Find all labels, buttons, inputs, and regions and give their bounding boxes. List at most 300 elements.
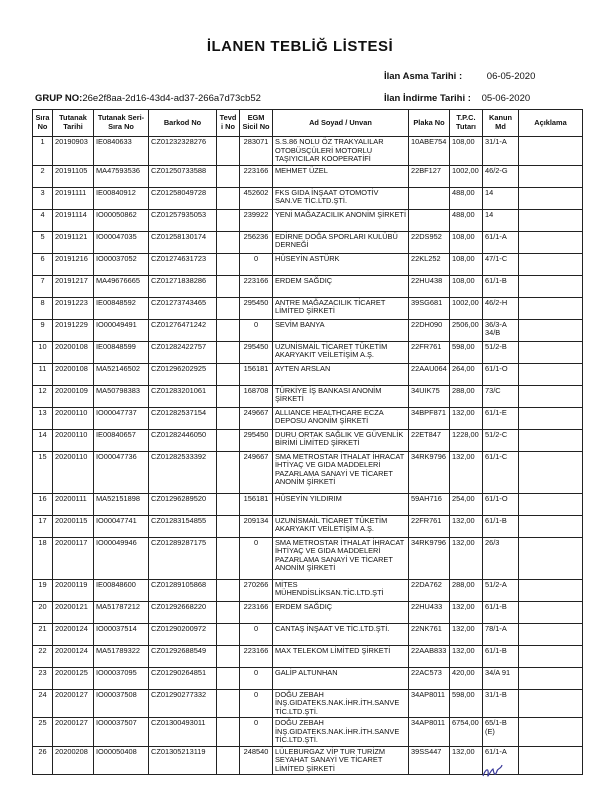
cell-sira-no: 4	[33, 209, 53, 231]
cell-tutanak-tarihi: 20200111	[53, 493, 94, 515]
cell-ad-soyad: FKS GIDA İNŞAAT OTOMOTİV SAN.VE TİC.LTD.ŞTİ.	[273, 187, 409, 209]
header-plaka-no: Plaka No	[409, 110, 450, 137]
cell-plaka-no: 34RK9796	[409, 537, 450, 579]
cell-aciklama	[519, 407, 583, 429]
cell-tutanak-tarihi: 20200109	[53, 385, 94, 407]
cell-aciklama	[519, 537, 583, 579]
cell-aciklama	[519, 165, 583, 187]
cell-ad-soyad: ANTRE MAĞAZACILIK TİCARET LİMİTED ŞİRKETİ	[273, 297, 409, 319]
cell-tpc-tutari: 1002,00	[450, 165, 483, 187]
cell-kanun-md: 14	[483, 209, 519, 231]
cell-kanun-md: 61/1-B	[483, 515, 519, 537]
cell-tevdi-no	[217, 319, 240, 341]
cell-tutanak-seri: IE00848600	[94, 579, 149, 601]
cell-ad-soyad: DOĞU ZEBAH İNŞ.GIDATEKS.NAK.İHR.İTH.SANVE TİC.LTD.ŞTİ.	[273, 718, 409, 747]
cell-barkod-no: CZ01257935053	[149, 209, 217, 231]
cell-tutanak-seri: IO00037508	[94, 689, 149, 718]
posting-date-value: 06-05-2020	[486, 71, 536, 82]
cell-plaka-no: 34AP8011	[409, 689, 450, 718]
cell-tpc-tutari: 132,00	[450, 645, 483, 667]
cell-ad-soyad: SMA METROSTAR İTHALAT İHRACAT İHTİYAÇ VE GIDA MADDELERİ PAZARLAMA SANAYİ VE TİCARET ANONİM ŞİRKETİ	[273, 537, 409, 579]
table-row	[33, 319, 583, 341]
cell-sira-no: 14	[33, 429, 53, 451]
cell-tevdi-no	[217, 209, 240, 231]
table-row	[33, 429, 583, 451]
cell-kanun-md: 26/3	[483, 537, 519, 579]
cell-tevdi-no	[217, 623, 240, 645]
cell-kanun-md: 65/1-B (E)	[483, 718, 519, 747]
cell-aciklama	[519, 319, 583, 341]
cell-barkod-no: CZ01296289520	[149, 493, 217, 515]
cell-tutanak-tarihi: 20200110	[53, 407, 94, 429]
cell-egm-sicil-no: 256236	[240, 231, 273, 253]
cell-tevdi-no	[217, 689, 240, 718]
cell-tutanak-tarihi: 20200119	[53, 579, 94, 601]
cell-aciklama	[519, 579, 583, 601]
cell-tutanak-tarihi: 20200127	[53, 718, 94, 747]
table-row	[33, 537, 583, 579]
cell-tutanak-seri: MA52146502	[94, 363, 149, 385]
cell-barkod-no: CZ01283154855	[149, 515, 217, 537]
cell-sira-no: 26	[33, 746, 53, 775]
cell-tutanak-tarihi: 20200121	[53, 601, 94, 623]
cell-tutanak-tarihi: 20200117	[53, 537, 94, 579]
table-row	[33, 137, 583, 166]
cell-tutanak-seri: MA47593536	[94, 165, 149, 187]
cell-tutanak-seri: IO00037514	[94, 623, 149, 645]
cell-tevdi-no	[217, 165, 240, 187]
cell-egm-sicil-no: 0	[240, 319, 273, 341]
header-ad-soyad: Ad Soyad / Unvan	[273, 110, 409, 137]
cell-tpc-tutari: 254,00	[450, 493, 483, 515]
cell-aciklama	[519, 515, 583, 537]
cell-plaka-no: 22FR761	[409, 515, 450, 537]
cell-tevdi-no	[217, 515, 240, 537]
group-number-value: 26e2f8aa-2d16-43d4-ad37-266a7d73cb52	[82, 93, 261, 104]
cell-tutanak-seri: IO00047737	[94, 407, 149, 429]
cell-barkod-no: CZ01292668220	[149, 601, 217, 623]
cell-egm-sicil-no: 156181	[240, 493, 273, 515]
cell-tevdi-no	[217, 187, 240, 209]
cell-plaka-no	[409, 187, 450, 209]
cell-tpc-tutari: 108,00	[450, 253, 483, 275]
cell-sira-no: 12	[33, 385, 53, 407]
cell-tpc-tutari: 108,00	[450, 231, 483, 253]
cell-barkod-no: CZ01250733588	[149, 165, 217, 187]
cell-tutanak-tarihi: 20200127	[53, 689, 94, 718]
cell-ad-soyad: ALLIANCE HEALTHCARE ECZA DEPOSU ANONİM ŞİRKETİ	[273, 407, 409, 429]
header-sira-no: Sıra No	[33, 110, 53, 137]
header-egm-sicil-no: EGM Sicil No	[240, 110, 273, 137]
cell-egm-sicil-no: 283071	[240, 137, 273, 166]
cell-plaka-no	[409, 209, 450, 231]
cell-egm-sicil-no: 223166	[240, 645, 273, 667]
cell-kanun-md: 46/2-H	[483, 297, 519, 319]
cell-tevdi-no	[217, 746, 240, 775]
header-barkod-no: Barkod No	[149, 110, 217, 137]
cell-egm-sicil-no: 0	[240, 689, 273, 718]
cell-barkod-no: CZ01292688549	[149, 645, 217, 667]
cell-tutanak-tarihi: 20200208	[53, 746, 94, 775]
table-row	[33, 407, 583, 429]
cell-tevdi-no	[217, 493, 240, 515]
cell-kanun-md: 51/2-C	[483, 429, 519, 451]
cell-plaka-no: 39SS447	[409, 746, 450, 775]
cell-kanun-md: 46/2-G	[483, 165, 519, 187]
cell-aciklama	[519, 363, 583, 385]
header-tevdi-no: Tevdi No	[217, 110, 240, 137]
header-tpc-tutari: T.P.C. Tutarı	[450, 110, 483, 137]
cell-kanun-md: 31/1-B	[483, 689, 519, 718]
cell-egm-sicil-no: 239922	[240, 209, 273, 231]
cell-tutanak-tarihi: 20191111	[53, 187, 94, 209]
cell-tutanak-seri: IO00037507	[94, 718, 149, 747]
cell-tpc-tutari: 132,00	[450, 537, 483, 579]
group-number	[35, 93, 261, 104]
table-row	[33, 275, 583, 297]
cell-barkod-no: CZ01273743465	[149, 297, 217, 319]
cell-ad-soyad: ERDEM SAĞDIÇ	[273, 275, 409, 297]
cell-ad-soyad: SEVİM BANYA	[273, 319, 409, 341]
cell-tutanak-tarihi: 20191217	[53, 275, 94, 297]
notice-table	[32, 109, 583, 775]
posting-date-label: İlan Asma Tarihi :	[384, 71, 463, 82]
table-row	[33, 623, 583, 645]
cell-sira-no: 24	[33, 689, 53, 718]
cell-egm-sicil-no: 249667	[240, 451, 273, 493]
cell-egm-sicil-no: 0	[240, 253, 273, 275]
cell-barkod-no: CZ01258049728	[149, 187, 217, 209]
cell-tevdi-no	[217, 137, 240, 166]
header-tutanak-seri: Tutanak Seri-Sıra No	[94, 110, 149, 137]
cell-plaka-no: 39SG681	[409, 297, 450, 319]
cell-barkod-no: CZ01296202925	[149, 363, 217, 385]
cell-barkod-no: CZ01271838286	[149, 275, 217, 297]
cell-tutanak-seri: IO00047736	[94, 451, 149, 493]
cell-tutanak-seri: IE00840912	[94, 187, 149, 209]
cell-egm-sicil-no: 295450	[240, 297, 273, 319]
removal-date-value: 05-06-2020	[481, 93, 531, 104]
cell-plaka-no: 22AAU064	[409, 363, 450, 385]
cell-egm-sicil-no: 452602	[240, 187, 273, 209]
cell-tutanak-seri: IE00848599	[94, 341, 149, 363]
cell-tevdi-no	[217, 407, 240, 429]
cell-barkod-no: CZ01283201061	[149, 385, 217, 407]
cell-plaka-no: 34AP8011	[409, 718, 450, 747]
cell-plaka-no: 22BF127	[409, 165, 450, 187]
cell-tutanak-tarihi: 20191114	[53, 209, 94, 231]
cell-sira-no: 8	[33, 297, 53, 319]
table-row	[33, 667, 583, 689]
cell-kanun-md: 47/1-C	[483, 253, 519, 275]
cell-barkod-no: CZ01290264851	[149, 667, 217, 689]
cell-barkod-no: CZ01232328276	[149, 137, 217, 166]
cell-aciklama	[519, 689, 583, 718]
cell-tutanak-seri: IE00848592	[94, 297, 149, 319]
cell-aciklama	[519, 137, 583, 166]
cell-tevdi-no	[217, 429, 240, 451]
cell-aciklama	[519, 429, 583, 451]
cell-kanun-md: 61/1-E	[483, 407, 519, 429]
table-row	[33, 187, 583, 209]
cell-tpc-tutari: 6754,00	[450, 718, 483, 747]
cell-barkod-no: CZ01282537154	[149, 407, 217, 429]
cell-tpc-tutari: 420,00	[450, 667, 483, 689]
cell-kanun-md: 31/1-A	[483, 137, 519, 166]
cell-kanun-md: 36/3-A 34/B	[483, 319, 519, 341]
cell-sira-no: 20	[33, 601, 53, 623]
table-row	[33, 579, 583, 601]
cell-sira-no: 6	[33, 253, 53, 275]
cell-aciklama	[519, 451, 583, 493]
cell-egm-sicil-no: 0	[240, 667, 273, 689]
cell-tutanak-seri: IO00050408	[94, 746, 149, 775]
cell-tpc-tutari: 108,00	[450, 137, 483, 166]
cell-tutanak-tarihi: 20190903	[53, 137, 94, 166]
cell-aciklama	[519, 493, 583, 515]
cell-ad-soyad: DOĞU ZEBAH İNŞ.GIDATEKS.NAK.İHR.İTH.SANVE TİC.LTD.ŞTİ.	[273, 689, 409, 718]
cell-plaka-no: 34BPF871	[409, 407, 450, 429]
cell-ad-soyad: DURU ORTAK SAĞLIK VE GÜVENLİK BİRİMİ LİMİTED ŞİRKETİ	[273, 429, 409, 451]
cell-ad-soyad: TÜRKİYE İŞ BANKASI ANONİM ŞİRKETİ	[273, 385, 409, 407]
cell-tpc-tutari: 598,00	[450, 689, 483, 718]
cell-sira-no: 13	[33, 407, 53, 429]
cell-tpc-tutari: 108,00	[450, 275, 483, 297]
cell-tevdi-no	[217, 253, 240, 275]
cell-tutanak-seri: IE0840633	[94, 137, 149, 166]
cell-tutanak-seri: MA51787212	[94, 601, 149, 623]
cell-tpc-tutari: 132,00	[450, 407, 483, 429]
cell-tpc-tutari: 488,00	[450, 209, 483, 231]
cell-egm-sicil-no: 223166	[240, 275, 273, 297]
cell-plaka-no: 22HU438	[409, 275, 450, 297]
cell-sira-no: 21	[33, 623, 53, 645]
cell-aciklama	[519, 645, 583, 667]
cell-tutanak-tarihi: 20200110	[53, 451, 94, 493]
cell-tevdi-no	[217, 579, 240, 601]
cell-tpc-tutari: 132,00	[450, 451, 483, 493]
cell-tutanak-seri: IE00840657	[94, 429, 149, 451]
cell-ad-soyad: CANTAŞ İNŞAAT VE TİC.LTD.ŞTİ.	[273, 623, 409, 645]
cell-tutanak-tarihi: 20200115	[53, 515, 94, 537]
cell-aciklama	[519, 231, 583, 253]
removal-date-label: İlan İndirme Tarihi :	[384, 93, 471, 104]
cell-tutanak-seri: IO00050862	[94, 209, 149, 231]
cell-kanun-md: 61/1-B	[483, 645, 519, 667]
cell-tutanak-seri: IO00047741	[94, 515, 149, 537]
cell-kanun-md: 61/1-B	[483, 601, 519, 623]
cell-sira-no: 23	[33, 667, 53, 689]
cell-tevdi-no	[217, 451, 240, 493]
header-tutanak-tarihi: Tutanak Tarihi	[53, 110, 94, 137]
cell-egm-sicil-no: 270266	[240, 579, 273, 601]
cell-barkod-no: CZ01289287175	[149, 537, 217, 579]
cell-sira-no: 22	[33, 645, 53, 667]
table-row	[33, 718, 583, 747]
cell-plaka-no: 34UIK75	[409, 385, 450, 407]
cell-aciklama	[519, 385, 583, 407]
cell-sira-no: 9	[33, 319, 53, 341]
cell-tevdi-no	[217, 385, 240, 407]
cell-egm-sicil-no: 0	[240, 537, 273, 579]
cell-barkod-no: CZ01258130174	[149, 231, 217, 253]
removal-date	[384, 93, 530, 104]
cell-barkod-no: CZ01276471242	[149, 319, 217, 341]
cell-egm-sicil-no: 209134	[240, 515, 273, 537]
cell-tutanak-seri: IO00037052	[94, 253, 149, 275]
cell-plaka-no: 22AAB833	[409, 645, 450, 667]
cell-plaka-no: 59AH716	[409, 493, 450, 515]
cell-tevdi-no	[217, 363, 240, 385]
cell-ad-soyad: UZUNİSMAİL TİCARET TÜKETİM AKARYAKIT VEİLETİŞİM A.Ş.	[273, 341, 409, 363]
cell-kanun-md: 61/1-O	[483, 363, 519, 385]
table-row	[33, 385, 583, 407]
table-row	[33, 341, 583, 363]
cell-tpc-tutari: 1228,00	[450, 429, 483, 451]
table-row	[33, 493, 583, 515]
cell-tutanak-tarihi: 20200124	[53, 623, 94, 645]
table-row	[33, 515, 583, 537]
cell-plaka-no: 22ET847	[409, 429, 450, 451]
cell-sira-no: 7	[33, 275, 53, 297]
cell-egm-sicil-no: 0	[240, 718, 273, 747]
cell-ad-soyad: EDİRNE DOĞA SPORLARI KULÜBÜ DERNEĞİ	[273, 231, 409, 253]
cell-ad-soyad: MİTES MÜHENDİSLİKSAN.TİC.LTD.ŞTİ	[273, 579, 409, 601]
signature-mark	[480, 762, 506, 782]
cell-tpc-tutari: 488,00	[450, 187, 483, 209]
cell-tpc-tutari: 2506,00	[450, 319, 483, 341]
cell-aciklama	[519, 275, 583, 297]
cell-tutanak-seri: MA49676665	[94, 275, 149, 297]
cell-tutanak-tarihi: 20200125	[53, 667, 94, 689]
cell-plaka-no: 34RK9796	[409, 451, 450, 493]
cell-sira-no: 1	[33, 137, 53, 166]
cell-tpc-tutari: 288,00	[450, 385, 483, 407]
cell-tutanak-seri: MA50798383	[94, 385, 149, 407]
cell-aciklama	[519, 746, 583, 775]
cell-tevdi-no	[217, 601, 240, 623]
cell-tevdi-no	[217, 645, 240, 667]
cell-tpc-tutari: 132,00	[450, 601, 483, 623]
table-row	[33, 645, 583, 667]
group-number-label: GRUP NO:	[35, 93, 83, 104]
cell-tutanak-tarihi: 20200108	[53, 363, 94, 385]
cell-tutanak-seri: MA52151898	[94, 493, 149, 515]
cell-tutanak-tarihi: 20191105	[53, 165, 94, 187]
cell-aciklama	[519, 601, 583, 623]
cell-aciklama	[519, 209, 583, 231]
cell-ad-soyad: AYTEN ARSLAN	[273, 363, 409, 385]
cell-kanun-md: 51/2-A	[483, 579, 519, 601]
cell-tpc-tutari: 598,00	[450, 341, 483, 363]
cell-aciklama	[519, 187, 583, 209]
cell-ad-soyad: HÜSEYİN YILDIRIM	[273, 493, 409, 515]
cell-tutanak-tarihi: 20191216	[53, 253, 94, 275]
cell-plaka-no: 22NK761	[409, 623, 450, 645]
cell-plaka-no: 22DS952	[409, 231, 450, 253]
cell-aciklama	[519, 253, 583, 275]
cell-ad-soyad: UZUNİSMAİL TİCARET TÜKETİM AKARYAKIT VEİLETİŞİM A.Ş.	[273, 515, 409, 537]
cell-sira-no: 15	[33, 451, 53, 493]
cell-sira-no: 3	[33, 187, 53, 209]
table-row	[33, 363, 583, 385]
table-row	[33, 209, 583, 231]
table-row	[33, 297, 583, 319]
cell-tutanak-tarihi: 20200124	[53, 645, 94, 667]
cell-egm-sicil-no: 249667	[240, 407, 273, 429]
cell-ad-soyad: ERDEM SAĞDIÇ	[273, 601, 409, 623]
cell-tutanak-seri: IO00047035	[94, 231, 149, 253]
cell-tevdi-no	[217, 231, 240, 253]
cell-plaka-no: 10ABE754	[409, 137, 450, 166]
table-row	[33, 253, 583, 275]
cell-egm-sicil-no: 0	[240, 623, 273, 645]
cell-tutanak-tarihi: 20191121	[53, 231, 94, 253]
cell-tpc-tutari: 1002,00	[450, 297, 483, 319]
cell-egm-sicil-no: 168708	[240, 385, 273, 407]
cell-plaka-no: 22HU433	[409, 601, 450, 623]
cell-ad-soyad: YENİ MAĞAZACILIK ANONİM ŞİRKETİ	[273, 209, 409, 231]
cell-tpc-tutari: 132,00	[450, 746, 483, 775]
cell-plaka-no: 22DA762	[409, 579, 450, 601]
cell-barkod-no: CZ01282446050	[149, 429, 217, 451]
cell-plaka-no: 22DH090	[409, 319, 450, 341]
cell-egm-sicil-no: 223166	[240, 165, 273, 187]
cell-aciklama	[519, 667, 583, 689]
cell-sira-no: 11	[33, 363, 53, 385]
cell-tpc-tutari: 132,00	[450, 623, 483, 645]
cell-kanun-md: 61/1-A	[483, 231, 519, 253]
cell-egm-sicil-no: 156181	[240, 363, 273, 385]
cell-sira-no: 10	[33, 341, 53, 363]
cell-kanun-md: 61/1-C	[483, 451, 519, 493]
cell-ad-soyad: S.S.86 NOLU ÖZ TRAKYALILAR OTOBÜSÇÜLERİ MOTORLU TAŞIYICILAR KOOPERATİFİ	[273, 137, 409, 166]
cell-tutanak-seri: IO00049946	[94, 537, 149, 579]
cell-barkod-no: CZ01282533392	[149, 451, 217, 493]
cell-tutanak-seri: IO00037095	[94, 667, 149, 689]
cell-plaka-no: 22KL252	[409, 253, 450, 275]
cell-tevdi-no	[217, 667, 240, 689]
table-row	[33, 165, 583, 187]
cell-barkod-no: CZ01290277332	[149, 689, 217, 718]
cell-ad-soyad: LÜLEBURGAZ VİP TUR TURİZM SEYAHAT SANAYİ VE TİCARET LİMİTED ŞİRKETİ	[273, 746, 409, 775]
cell-kanun-md: 78/1-A	[483, 623, 519, 645]
cell-sira-no: 25	[33, 718, 53, 747]
cell-egm-sicil-no: 295450	[240, 341, 273, 363]
table-row	[33, 601, 583, 623]
cell-tevdi-no	[217, 275, 240, 297]
cell-ad-soyad: MEHMET ÜZEL	[273, 165, 409, 187]
cell-egm-sicil-no: 223166	[240, 601, 273, 623]
cell-kanun-md: 34/A 91	[483, 667, 519, 689]
posting-date	[384, 71, 535, 82]
cell-sira-no: 2	[33, 165, 53, 187]
cell-ad-soyad: MAX TELEKOM LİMİTED ŞİRKETİ	[273, 645, 409, 667]
cell-tpc-tutari: 132,00	[450, 515, 483, 537]
cell-aciklama	[519, 341, 583, 363]
table-row	[33, 231, 583, 253]
cell-tutanak-tarihi: 20200108	[53, 341, 94, 363]
cell-aciklama	[519, 718, 583, 747]
document-title: İLANEN TEBLİĞ LİSTESİ	[206, 38, 394, 55]
cell-sira-no: 16	[33, 493, 53, 515]
cell-egm-sicil-no: 295450	[240, 429, 273, 451]
cell-tutanak-tarihi: 20200110	[53, 429, 94, 451]
header-kanun-md: Kanun Md	[483, 110, 519, 137]
cell-tutanak-tarihi: 20191223	[53, 297, 94, 319]
header-aciklama: Açıklama	[519, 110, 583, 137]
cell-sira-no: 17	[33, 515, 53, 537]
